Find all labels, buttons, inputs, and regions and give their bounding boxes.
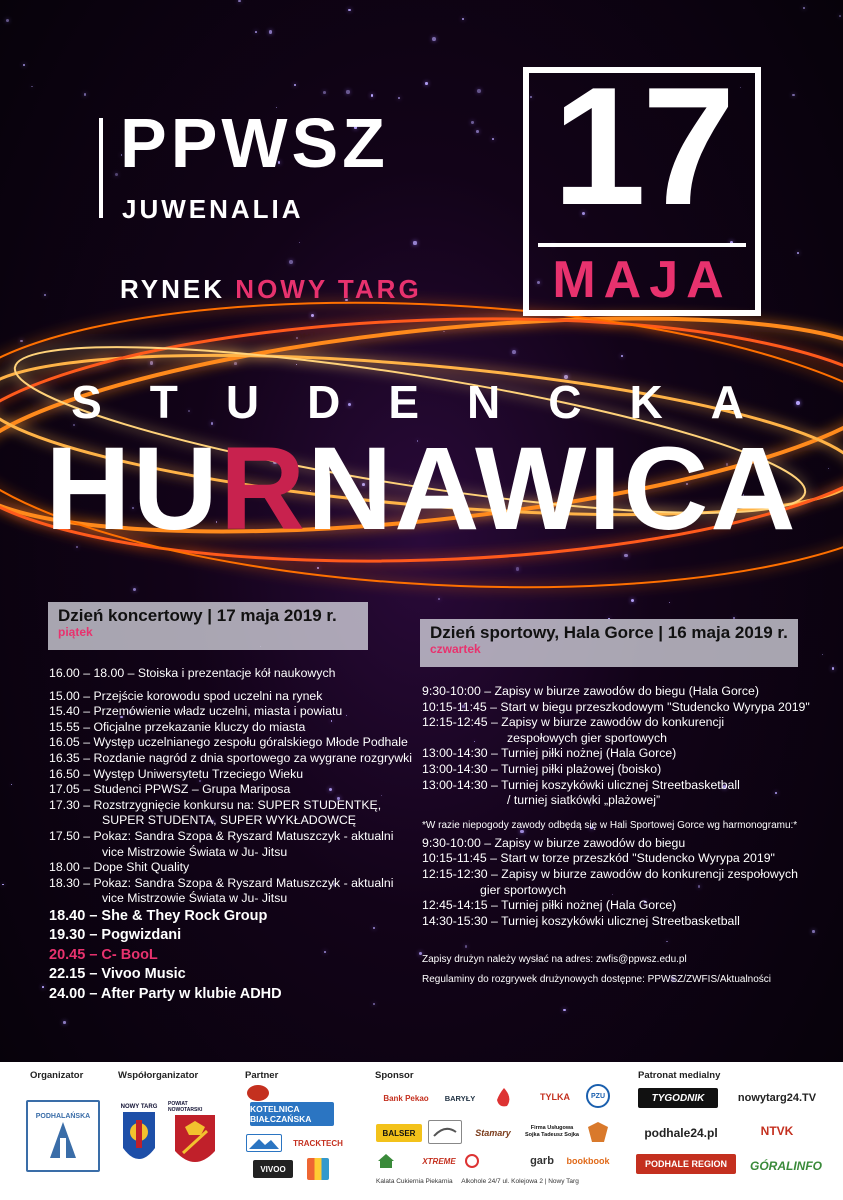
- star: [803, 7, 805, 9]
- schedule-item: 16.05 – Występ uczelnianego zespołu góralskiego Młode Podhale: [49, 735, 408, 750]
- weather-note: *W razie niepogody zawody odbędą się w Hali Sportowej Gorce wg harmonogramu:*: [422, 819, 798, 831]
- hurnawica-part-1: HU: [45, 423, 220, 555]
- label-organizer: Organizator: [30, 1070, 84, 1081]
- star: [23, 64, 25, 66]
- star: [492, 138, 494, 140]
- concert-day-header: [48, 602, 368, 650]
- goracy-potok-logo: [487, 1084, 521, 1110]
- schedule-item: 17.50 – Pokaz: Sandra Szopa & Ryszard Matuszczyk - aktualni: [49, 828, 394, 843]
- star: [425, 82, 427, 84]
- contact-note: Zapisy drużyn należy wysłać na adres: zwfis@ppwsz.edu.pl: [422, 954, 687, 966]
- title-divider: [99, 118, 103, 218]
- date-month: MAJA: [552, 251, 732, 309]
- schedule-item: 14:30-15:30 – Turniej koszykówki ulicznej Streetbasketball: [422, 913, 740, 928]
- sponsor-jez-logo: [398, 1152, 416, 1170]
- sport-day-header: [420, 619, 798, 667]
- label-sponsor: Sponsor: [375, 1070, 414, 1081]
- star: [269, 30, 272, 33]
- schedule-item-continued: gier sportowych: [480, 882, 567, 897]
- partner-logo: [246, 1134, 282, 1152]
- house-icon: [377, 1153, 395, 1169]
- location: [120, 274, 422, 305]
- schedule-item: 12:15-12:30 – Zapisy w biurze zawodów do konkurencji zespołowych: [422, 866, 798, 881]
- tylka-logo: TYLKA: [540, 1092, 570, 1102]
- tygodnik-logo: TYGODNIK: [638, 1088, 718, 1108]
- schedule-item-continued: / turniej siatkówki „plażowej”: [507, 793, 661, 808]
- star: [462, 18, 464, 20]
- vivoo-logo: VIVOO: [253, 1160, 293, 1178]
- star: [294, 84, 296, 86]
- location-nowy-targ: NOWY TARG: [235, 274, 422, 304]
- ntvk-logo: NTVK: [760, 1124, 794, 1138]
- star: [398, 97, 400, 99]
- label-coorganizer: Współorganizator: [118, 1070, 199, 1081]
- partner-hospital-icon: [247, 1085, 269, 1101]
- star: [348, 9, 350, 11]
- sponsor-footer-line: Kalata Cukiernia Piekarnia Alkohole 24/7 ul. Kolejowa 2 | Nowy Targ: [376, 1178, 579, 1185]
- schedule-item: 16.35 – Rozdanie nagród z dnia sportowego za wygrane rozgrywki: [49, 750, 412, 765]
- schedule-item: 10:15-11:45 – Start w torze przeszkód "Studencko Wyrypa 2019": [422, 851, 775, 866]
- sponsor-recycle-logo: [462, 1152, 482, 1170]
- schedule-item: 13:00-14:30 – Turniej piłki plażowej (boisko): [422, 761, 662, 776]
- date-divider: [538, 243, 746, 247]
- schedule-item: 9:30-10:00 – Zapisy w biurze zawodów do biegu: [422, 835, 686, 850]
- schedule-item-continued: vice Mistrzowie Świata w Ju- Jitsu: [102, 844, 288, 859]
- schedule-item: 15.00 – Przejście korowodu spod uczelni na rynek: [49, 688, 323, 703]
- crest-icon: [121, 1110, 157, 1170]
- sponsor-shield-logo: [586, 1120, 610, 1144]
- star: [2, 884, 4, 886]
- schedule-item: 12:45-14:15 – Turniej piłki nożnej (Hala Gorce): [422, 898, 677, 913]
- star: [31, 86, 33, 88]
- concert-day-title: Dzień koncertowy | 17 maja 2019 r.: [58, 606, 337, 625]
- podhale24-logo: podhale24.pl: [644, 1126, 718, 1140]
- schedule-item-continued: SUPER STUDENTA, SUPER WYKŁADOWCĘ: [102, 813, 356, 828]
- nowy-targ-crest: NOWY TARG: [118, 1098, 160, 1176]
- schedule-item: 15.55 – Oficjalne przekazanie kluczy do miasta: [49, 719, 306, 734]
- star: [432, 37, 436, 41]
- sponsor-logo: [376, 1152, 396, 1170]
- star: [839, 15, 841, 17]
- xtreme-logo: XTREME: [422, 1156, 456, 1166]
- schedule-item-continued: vice Mistrzowie Świata w Ju- Jitsu: [102, 891, 288, 906]
- sport-day-weekday: czwartek: [430, 642, 481, 656]
- mountain-icon: [249, 1137, 279, 1149]
- stamary-logo: Stamary: [475, 1128, 511, 1138]
- studencka-title: STUDENCKA: [71, 376, 792, 428]
- star: [832, 667, 835, 670]
- ppwsz-title: PPWSZ: [120, 104, 389, 182]
- tracktech-logo: TRACKTECH: [293, 1138, 343, 1148]
- shield-icon: [587, 1121, 609, 1143]
- star: [255, 31, 257, 33]
- sponsor-logo: [484, 1152, 520, 1170]
- kotelnica-logo: KOTELNICA BIAŁCZAŃSKA: [250, 1102, 334, 1126]
- hurnawica-title: [0, 423, 843, 555]
- star: [238, 0, 240, 2]
- schedule-item: 13:00-14:30 – Turniej koszykówki ulicznej Streetbasketball: [422, 777, 740, 792]
- juwenalia-subtitle: JUWENALIA: [122, 194, 304, 224]
- star: [476, 130, 479, 133]
- star: [563, 1009, 565, 1011]
- schedule-item-headliner: 24.00 – After Party w klubie ADHD: [49, 985, 282, 1002]
- hurnawica-part-2: NAWICA: [307, 423, 798, 555]
- schedule-item-continued: zespołowych gier sportowych: [507, 730, 667, 745]
- star: [471, 121, 473, 123]
- crest-icon: [173, 1113, 217, 1173]
- balser-logo: BALSER: [376, 1124, 422, 1142]
- star: [822, 654, 823, 655]
- podhalanska-logo: PODHALAŃSKA: [26, 1100, 100, 1172]
- schedule-item-headliner: 19.30 – Pogwizdani: [49, 927, 182, 944]
- pzu-logo: PZU: [586, 1084, 610, 1108]
- star: [323, 91, 326, 94]
- star: [6, 19, 9, 22]
- sport-schedule: [422, 684, 832, 987]
- partner-color-logo: [307, 1158, 329, 1180]
- schedule-item: 18.30 – Pokaz: Sandra Szopa & Ryszard Matuszczyk - aktualni: [49, 875, 394, 890]
- concert-schedule: [49, 666, 429, 1004]
- schedule-item: 16.50 – Występ Uniwersytetu Trzeciego Wieku: [49, 766, 304, 781]
- sojka-logo: Firma Usługowa Sojka Tadeusz Sojka: [524, 1125, 579, 1138]
- flame-icon: [489, 1086, 519, 1108]
- bank-pekao-logo: Bank Pekao: [383, 1093, 429, 1103]
- goralinfo-logo: GÓRALINFO: [750, 1159, 822, 1173]
- schedule-item-headliner: 22.15 – Vivoo Music: [49, 966, 186, 983]
- label-partner: Partner: [245, 1070, 279, 1081]
- podhale-region-logo: PODHALE REGION: [636, 1154, 736, 1174]
- schedule-item: 15.40 – Przemówienie władz uczelni, miasta i powiatu: [49, 704, 343, 719]
- star: [42, 986, 44, 988]
- star: [371, 94, 374, 97]
- schedule-item: 9:30-10:00 – Zapisy w biurze zawodów do biegu (Hala Gorce): [422, 684, 759, 698]
- star: [477, 89, 481, 93]
- schedule-item: 16.00 – 18.00 – Stoiska i prezentacje kół naukowych: [49, 666, 336, 680]
- hurnawica-letter-r: R: [219, 423, 308, 555]
- mountain-icon: [48, 1120, 78, 1160]
- schedule-item-headliner: 18.40 – She & They Rock Group: [49, 907, 268, 924]
- schedule-item: 10:15-11:45 – Start w biegu przeszkodowym "Studencko Wyrypa 2019": [422, 699, 810, 714]
- star: [11, 784, 12, 785]
- powiat-crest: POWIAT NOWOTARSKI: [168, 1098, 222, 1176]
- baryly-logo: BARYŁY: [444, 1093, 476, 1103]
- schedule-item: 13:00-14:30 – Turniej piłki nożnej (Hala Gorce): [422, 746, 677, 761]
- star: [346, 90, 349, 93]
- rules-note: Regulaminy do rozgrywek drużynowych dostępne: PPWSZ/ZWFIS/Aktualności: [422, 974, 772, 986]
- recycle-icon: [464, 1153, 480, 1169]
- garb-logo: garb: [530, 1155, 554, 1167]
- nowytarg24-logo: nowytarg24.TV: [737, 1092, 817, 1104]
- label-media: Patronat medialny: [638, 1070, 721, 1081]
- schedule-item-headliner-highlight: 20.45 – C- BooL: [49, 946, 158, 963]
- sport-day-title: Dzień sportowy, Hala Gorce | 16 maja 2019 r.: [430, 623, 788, 642]
- star: [115, 173, 118, 176]
- schedule-item: 17.05 – Studenci PPWSZ – Grupa Mariposa: [49, 782, 291, 797]
- star: [84, 93, 87, 96]
- sponsor-logo: [428, 1120, 462, 1144]
- star: [792, 94, 795, 97]
- star: [63, 1021, 65, 1023]
- swoosh-icon: [432, 1124, 458, 1140]
- bookbook-logo: bookbook: [566, 1156, 610, 1166]
- date-day: 17: [552, 52, 732, 240]
- schedule-item: 12:15-12:45 – Zapisy w biurze zawodów do konkurencji: [422, 715, 725, 730]
- schedule-item: 17.30 – Rozstrzygnięcie konkursu na: SUPER STUDENTKĘ,: [49, 797, 382, 812]
- location-rynek: RYNEK: [120, 274, 226, 304]
- concert-day-weekday: piątek: [58, 625, 93, 639]
- schedule-item: 18.00 – Dope Shit Quality: [49, 860, 190, 875]
